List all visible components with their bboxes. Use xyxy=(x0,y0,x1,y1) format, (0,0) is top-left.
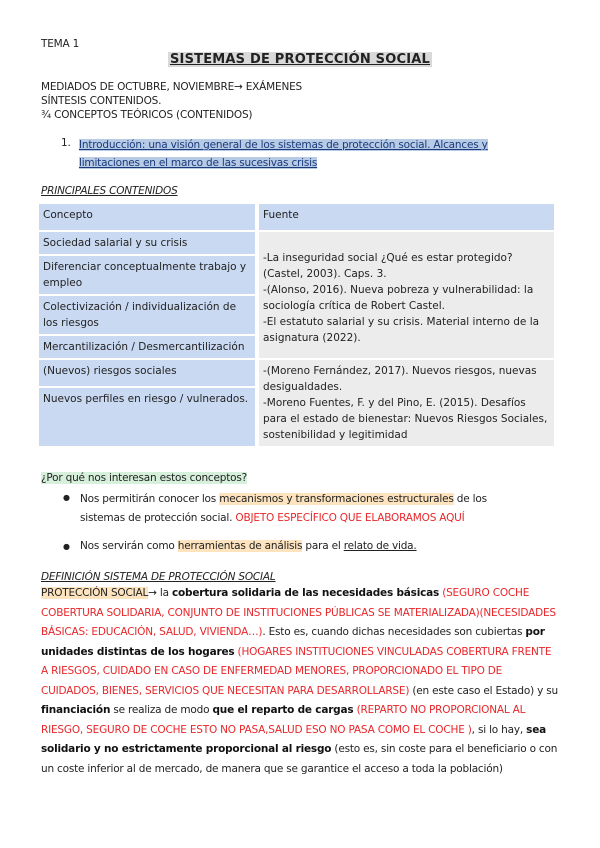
def-text: , si lo hay, xyxy=(471,723,527,736)
why-b2-pre: Nos servirán como xyxy=(80,540,178,552)
def-text: . Esto es, cuando dichas necesidades son cubiertas xyxy=(262,626,526,638)
section-number: 1. xyxy=(61,137,71,149)
fuente-item: -Moreno Fuentes, F. y del Pino, E. (2015). Desafíos para el estado de bienestar: Nuevos Riesgos Sociales, sostenibilidad y legitimidad xyxy=(263,397,548,441)
fuente-item: -(Moreno Fernández, 2017). Nuevos riesgos, nuevas desigualdades. xyxy=(263,365,537,393)
section-title[interactable] xyxy=(79,136,488,172)
why-b1-red: OBJETO ESPECÍFICO QUE ELABORAMOS AQUÍ xyxy=(235,512,465,524)
def-bold: cobertura solidaria de las necesidades básicas xyxy=(171,587,440,599)
def-red-note: (SEGURO COCHE COBERTURA SOLIDARIA, CONJUNTO DE INSTITUCIONES PÚBLICAS SE MATERIALIZADA)(NECESIDADES BÁSICAS: EDUCACIÓN, SALUD, VIVIENDA…) xyxy=(41,587,556,638)
def-bold: sea solidario y no estrictamente proporcional al riesgo xyxy=(41,723,546,755)
why-bullet-2 xyxy=(80,539,417,553)
def-bold: por unidades distintas de los hogares xyxy=(41,626,545,658)
concepto-cell: Colectivización / individualización de los riesgos xyxy=(39,296,255,334)
definicion-heading: DEFINICIÓN SISTEMA DE PROTECCIÓN SOCIAL xyxy=(41,571,276,583)
definicion-paragraph xyxy=(41,584,561,779)
why-b2-highlight: herramientas de análisis xyxy=(177,540,303,552)
why-b2-mid: para el xyxy=(302,540,344,552)
page-title-text: SISTEMAS DE PROTECCIÓN SOCIAL xyxy=(169,52,431,67)
concepto-cell: Nuevos perfiles en riesgo / vulnerados. xyxy=(39,388,255,446)
why-b1-highlight: mecanismos y transformaciones estructurales xyxy=(219,493,454,505)
contents-table xyxy=(39,202,554,448)
why-question xyxy=(41,471,247,485)
bullet-icon: ● xyxy=(63,493,70,502)
tema-label: TEMA 1 xyxy=(41,38,80,50)
intro-line-3: ¾ CONCEPTOS TEÓRICOS (CONTENIDOS) xyxy=(41,109,253,121)
def-red-note: (REPARTO NO PROPORCIONAL AL RIESGO, SEGURO DE COCHE ESTO NO PASA,SALUD ESO NO PASA COMO EL COCHE ) xyxy=(41,704,526,736)
def-text: → la xyxy=(148,587,172,599)
why-b1-pre: Nos permitirán conocer los xyxy=(80,493,220,505)
intro-line-2: SÍNTESIS CONTENIDOS. xyxy=(41,95,162,107)
def-term: PROTECCIÓN SOCIAL xyxy=(41,587,149,599)
fuente-item: -(Alonso, 2016). Nueva pobreza y vulnerabilidad: la sociología crítica de Robert Castel. xyxy=(263,283,534,312)
concepto-cell: (Nuevos) riesgos sociales xyxy=(39,360,255,386)
fuente-cell-b xyxy=(259,360,554,446)
fuente-item: -La inseguridad social ¿Qué es estar protegido? (Castel, 2003). Caps. 3. xyxy=(263,251,513,280)
table-header-row xyxy=(39,204,554,230)
def-text: (en este caso el Estado) y su xyxy=(409,684,558,697)
page-title xyxy=(0,52,600,67)
concepto-cell: Sociedad salarial y su crisis xyxy=(39,232,255,254)
def-text: (esto es, sin coste para el beneficiario o con un coste inferior al de mercado, de manera que se garantice el acceso a toda la población) xyxy=(41,743,558,775)
section-title-line-1[interactable]: Introducción: una visión general de los sistemas de protección social. Alcances y xyxy=(79,139,488,151)
why-b1-line2: sistemas de protección social. xyxy=(80,512,236,524)
table-row xyxy=(39,232,554,254)
why-b1-post: de los xyxy=(453,493,487,505)
why-question-text: ¿Por qué nos interesan estos conceptos? xyxy=(41,472,248,484)
bullet-icon: ● xyxy=(63,542,70,551)
header-concepto: Concepto xyxy=(39,204,255,230)
fuente-item: -El estatuto salarial y su crisis. Material interno de la asignatura (2022). xyxy=(263,315,540,344)
concepto-cell: Diferenciar conceptualmente trabajo y empleo xyxy=(39,256,255,294)
table-row xyxy=(39,360,554,386)
principales-heading: PRINCIPALES CONTENIDOS xyxy=(41,185,178,197)
def-text: se realiza de modo xyxy=(110,704,213,716)
intro-line-1: MEDIADOS DE OCTUBRE, NOVIEMBRE→ EXÁMENES xyxy=(41,81,303,93)
why-bullet-1 xyxy=(80,490,550,528)
def-bold: financiación xyxy=(41,704,111,716)
def-bold: que el reparto de cargas xyxy=(212,704,354,716)
why-b2-underlined: relato de vida. xyxy=(343,540,417,552)
header-fuente: Fuente xyxy=(259,204,554,230)
section-title-line-2[interactable]: limitaciones en el marco de las sucesivas crisis xyxy=(79,157,318,169)
fuente-cell-a xyxy=(259,232,554,358)
concepto-cell: Mercantilización / Desmercantilización xyxy=(39,336,255,358)
def-red-note: (HOGARES INSTITUCIONES VINCULADAS COBERTURA FRENTE A RIESGOS, CUIDADO EN CASO DE ENFERMEDAD MENORES, PROPORCIONADO EL TIPO DE CUIDADOS, BIENES, SERVICIOS QUE NECESITAN PARA DESARROLLARSE) xyxy=(41,645,552,697)
